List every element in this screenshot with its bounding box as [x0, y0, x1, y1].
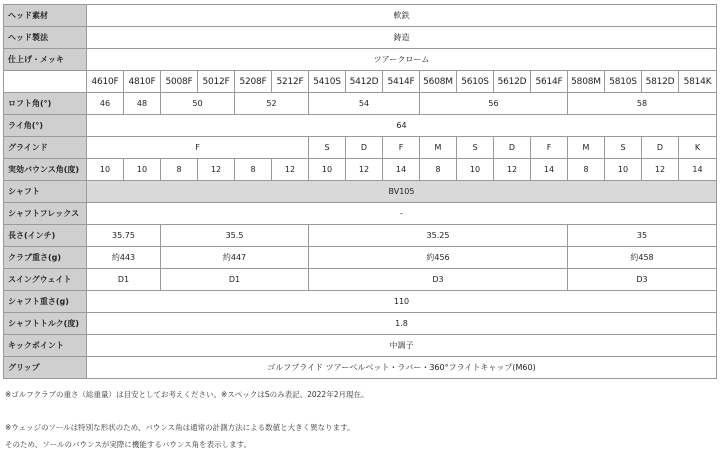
grind-cell: F — [531, 137, 568, 159]
bounce-cell: 8 — [420, 159, 457, 181]
label-shaft-torque: シャフトトルク(度) — [4, 313, 87, 335]
row-shaft-flex — [4, 203, 717, 225]
label-shaft: シャフト — [4, 181, 87, 203]
grind-cell: F — [383, 137, 420, 159]
row-shaft-torque — [4, 313, 717, 335]
grind-cell: M — [420, 137, 457, 159]
grind-cell: M — [568, 137, 605, 159]
grind-cell: D — [346, 137, 383, 159]
bounce-cell: 10 — [457, 159, 494, 181]
row-loft — [4, 93, 717, 115]
swing-weight-cell: D1 — [161, 269, 309, 291]
model-cell: 5412D — [346, 71, 383, 93]
value-lie: 64 — [87, 115, 717, 137]
swing-weight-cell: D3 — [568, 269, 717, 291]
bounce-cell: 14 — [531, 159, 568, 181]
row-head-method — [4, 27, 717, 49]
model-cell: 5414F — [383, 71, 420, 93]
bounce-cell: 12 — [642, 159, 679, 181]
spec-table — [3, 4, 717, 379]
bounce-cell: 12 — [198, 159, 235, 181]
model-cell: 5008F — [161, 71, 198, 93]
grind-cell: S — [605, 137, 642, 159]
row-lie — [4, 115, 717, 137]
club-weight-cell: 約443 — [87, 247, 161, 269]
note-bounce-2: そのため、ソールのバウンスが実際に機能するバウンス角を表示します。 — [5, 440, 251, 449]
row-finish — [4, 49, 717, 71]
value-head-method: 鋳造 — [87, 27, 717, 49]
bounce-cell: 8 — [568, 159, 605, 181]
value-shaft: BV105 — [87, 181, 717, 203]
length-cell: 35 — [568, 225, 717, 247]
bounce-cell: 10 — [87, 159, 124, 181]
row-kick-point — [4, 335, 717, 357]
row-shaft — [4, 181, 717, 203]
model-cell: 5608M — [420, 71, 457, 93]
grind-cell: F — [87, 137, 309, 159]
bounce-cell: 10 — [309, 159, 346, 181]
bounce-cell: 10 — [605, 159, 642, 181]
label-head-method: ヘッド製法 — [4, 27, 87, 49]
bounce-cell: 14 — [679, 159, 717, 181]
row-head-material — [4, 5, 717, 27]
row-club-weight — [4, 247, 717, 269]
label-length: 長さ(インチ) — [4, 225, 87, 247]
value-grip: ゴルフプライド ツアーベルベット・ラバー・360°フライトキャップ(M60) — [87, 357, 717, 379]
loft-52: 52 — [235, 93, 309, 115]
bounce-cell: 12 — [494, 159, 531, 181]
loft-56: 56 — [420, 93, 568, 115]
label-finish: 仕上げ・メッキ — [4, 49, 87, 71]
model-cell: 5208F — [235, 71, 272, 93]
model-cell: 5410S — [309, 71, 346, 93]
model-cell: 5812D — [642, 71, 679, 93]
swing-weight-cell: D1 — [87, 269, 161, 291]
value-head-material: 軟鉄 — [87, 5, 717, 27]
model-cell: 5012F — [198, 71, 235, 93]
grind-cell: D — [494, 137, 531, 159]
bounce-cell: 10 — [124, 159, 161, 181]
grind-cell: K — [679, 137, 717, 159]
model-cell: 5810S — [605, 71, 642, 93]
length-cell: 35.75 — [87, 225, 161, 247]
model-cell: 5212F — [272, 71, 309, 93]
label-shaft-weight: シャフト重さ(g) — [4, 291, 87, 313]
model-cell: 5610S — [457, 71, 494, 93]
label-grip: グリップ — [4, 357, 87, 379]
row-grind — [4, 137, 717, 159]
value-finish: ツアークローム — [87, 49, 717, 71]
label-shaft-flex: シャフトフレックス — [4, 203, 87, 225]
row-swing-weight — [4, 269, 717, 291]
row-length — [4, 225, 717, 247]
label-grind: グラインド — [4, 137, 87, 159]
label-kick-point: キックポイント — [4, 335, 87, 357]
loft-50: 50 — [161, 93, 235, 115]
swing-weight-cell: D3 — [309, 269, 568, 291]
row-grip — [4, 357, 717, 379]
row-shaft-weight — [4, 291, 717, 313]
loft-46: 46 — [87, 93, 124, 115]
row-models — [4, 71, 717, 93]
bounce-cell: 12 — [346, 159, 383, 181]
bounce-cell: 8 — [235, 159, 272, 181]
bounce-cell: 8 — [161, 159, 198, 181]
club-weight-cell: 約447 — [161, 247, 309, 269]
bounce-cell: 14 — [383, 159, 420, 181]
value-shaft-weight: 110 — [87, 291, 717, 313]
value-kick-point: 中調子 — [87, 335, 717, 357]
row-bounce — [4, 159, 717, 181]
length-cell: 35.5 — [161, 225, 309, 247]
grind-cell: S — [457, 137, 494, 159]
label-head-material: ヘッド素材 — [4, 5, 87, 27]
model-cell: 5614F — [531, 71, 568, 93]
model-cell: 5612D — [494, 71, 531, 93]
loft-58: 58 — [568, 93, 717, 115]
loft-48: 48 — [124, 93, 161, 115]
value-shaft-flex: - — [87, 203, 717, 225]
label-loft: ロフト角(°) — [4, 93, 87, 115]
club-weight-cell: 約456 — [309, 247, 568, 269]
note-weight-spec: ※ゴルフクラブの重さ（総重量）は目安としてお考えください。※スペックはSのみ表記、2022年2月現在。 — [5, 390, 369, 399]
grind-cell: S — [309, 137, 346, 159]
empty-cell — [4, 71, 87, 93]
club-weight-cell: 約458 — [568, 247, 717, 269]
model-cell: 5814K — [679, 71, 717, 93]
bounce-cell: 12 — [272, 159, 309, 181]
length-cell: 35.25 — [309, 225, 568, 247]
label-club-weight: クラブ重さ(g) — [4, 247, 87, 269]
value-shaft-torque: 1.8 — [87, 313, 717, 335]
label-bounce: 実効バウンス角(度) — [4, 159, 87, 181]
note-bounce-1: ※ウェッジのソールは特別な形状のため、バウンス角は通常の計測方法による数値と大きく異なります。 — [5, 423, 355, 432]
model-cell: 5808M — [568, 71, 605, 93]
model-cell: 4810F — [124, 71, 161, 93]
label-lie: ライ角(°) — [4, 115, 87, 137]
model-cell: 4610F — [87, 71, 124, 93]
grind-cell: D — [642, 137, 679, 159]
loft-54: 54 — [309, 93, 420, 115]
label-swing-weight: スイングウェイト — [4, 269, 87, 291]
